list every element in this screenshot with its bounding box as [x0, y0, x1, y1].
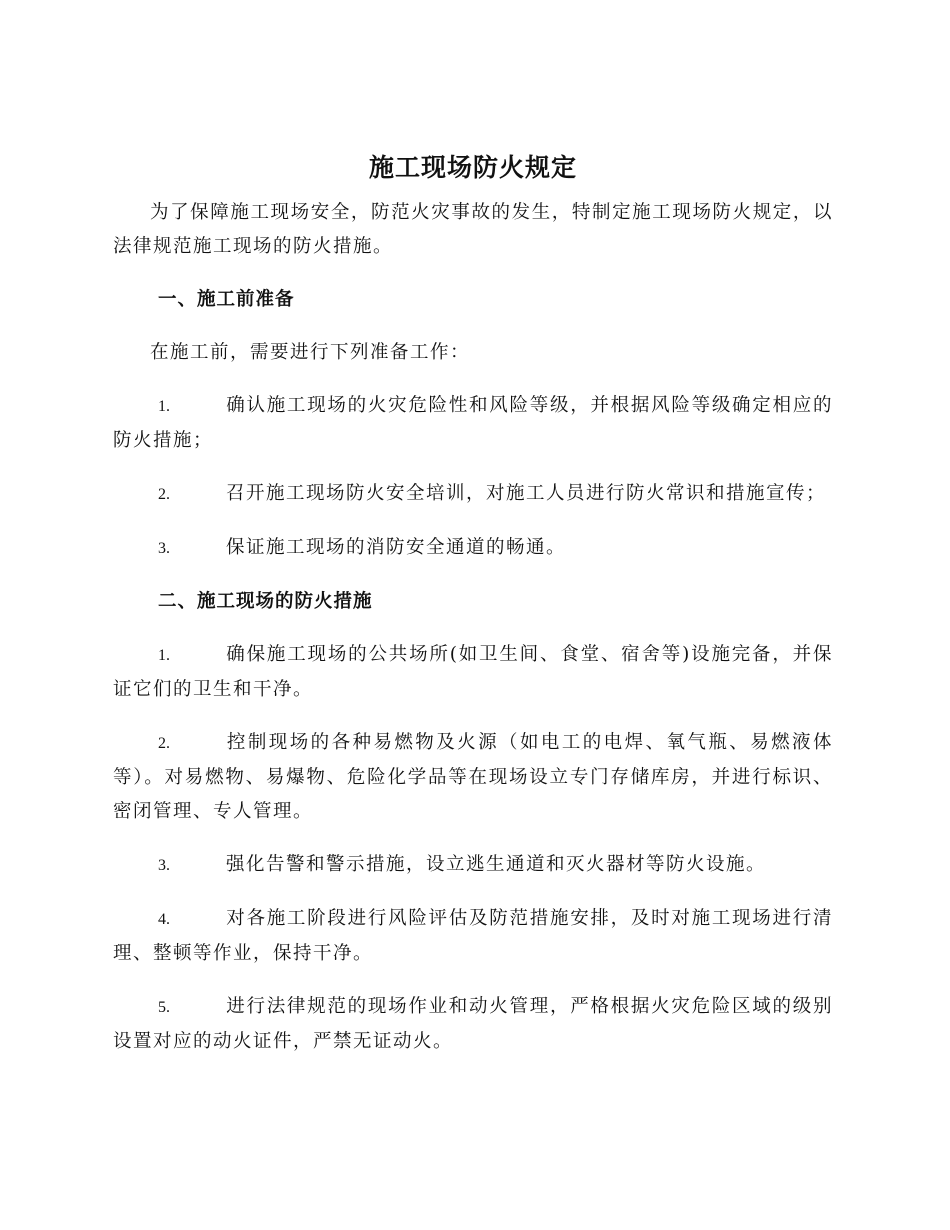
list-item-number: 4.: [158, 911, 170, 928]
list-item-number: 2.: [158, 735, 170, 752]
list-item: [113, 902, 833, 971]
list-item-number: 5.: [158, 999, 170, 1016]
section-heading-preparation: 一、施工前准备: [158, 289, 295, 310]
list-item-number: 2.: [158, 486, 170, 503]
list-item-number: 1.: [158, 398, 170, 415]
list-item-text: 确保施工现场的公共场所(如卫生间、食堂、宿舍等)设施完备，并保证它们的卫生和干净。: [113, 644, 833, 700]
list-item: [113, 726, 833, 829]
list-item: [113, 477, 833, 512]
section-heading-fire-measures: 二、施工现场的防火措施: [158, 591, 373, 612]
list-item-number: 3.: [158, 540, 170, 557]
list-item-text: 强化告警和警示措施，设立逃生通道和灭火器材等防火设施。: [226, 854, 767, 875]
list-item-text: 召开施工现场防火安全培训，对施工人员进行防火常识和措施宣传；: [226, 483, 827, 504]
document-page: [113, 148, 833, 1059]
list-item: [113, 389, 833, 458]
list-item: [113, 638, 833, 707]
intro-paragraph: 为了保障施工现场安全，防范火灾事故的发生，特制定施工现场防火规定，以法律规范施工现场的防火措施。: [113, 202, 833, 257]
list-item-text: 进行法律规范的现场作业和动火管理，严格根据火灾危险区域的级别设置对应的动火证件，严禁无证动火。: [113, 996, 833, 1052]
list-item: [113, 531, 833, 566]
document-title: 施工现场防火规定: [368, 153, 577, 182]
section-lead-preparation: 在施工前，需要进行下列准备工作：: [150, 342, 471, 363]
list-item-text: 控制现场的各种易燃物及火源（如电工的电焊、氧气瓶、易燃液体等）。对易燃物、易爆物、危险化学品等在现场设立专门存储库房，并进行标识、密闭管理、专人管理。: [113, 732, 833, 822]
list-item-number: 3.: [158, 857, 170, 874]
list-item: [113, 990, 833, 1059]
list-item: [113, 848, 833, 883]
list-item-number: 1.: [158, 647, 170, 664]
list-item-text: 对各施工阶段进行风险评估及防范措施安排，及时对施工现场进行清理、整顿等作业，保持干净。: [113, 908, 833, 964]
list-item-text: 保证施工现场的消防安全通道的畅通。: [226, 537, 567, 558]
list-item-text: 确认施工现场的火灾危险性和风险等级，并根据风险等级确定相应的防火措施；: [113, 395, 833, 451]
